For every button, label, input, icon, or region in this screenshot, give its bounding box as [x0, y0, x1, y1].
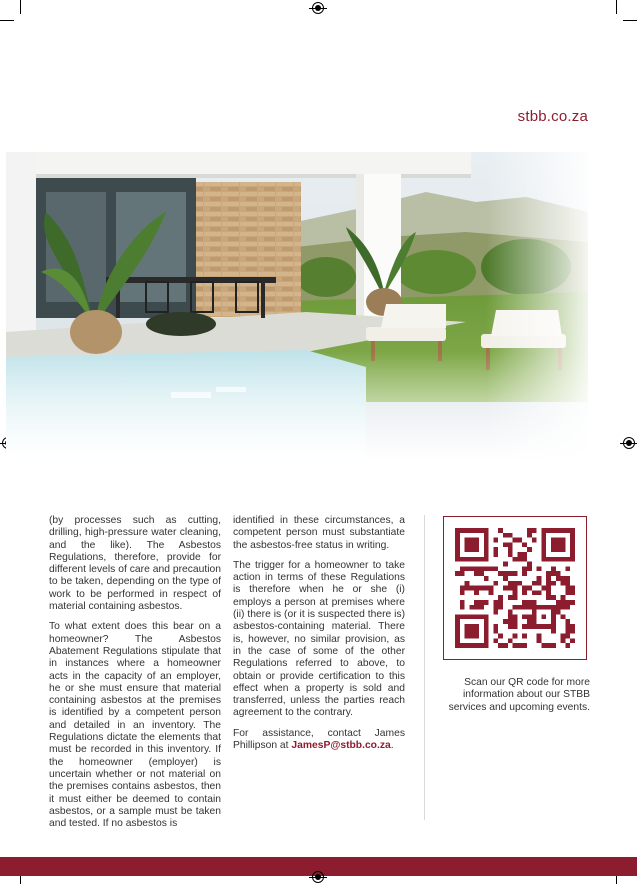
contact-paragraph	[233, 728, 405, 753]
qr-caption: Scan our QR code for more information about our STBB services and upcoming events.	[448, 677, 590, 713]
site-url-link[interactable]: stbb.co.za	[517, 108, 588, 125]
contact-suffix: .	[390, 740, 394, 752]
article-paragraph: The trigger for a homeowner to take action in terms of these Regulations is therefore when he or she (i) employs a person at premises where (ii) there is (or it is suspected there is) asbestos-containing material. There is, however, no similar provision, as in the case of some of the other Regulations referred to above, to obtain or provide certification to this effect when a property is sold and transferred, unless the parties reach agreement to the contrary.	[233, 559, 405, 719]
article-paragraph: identified in these circumstances, a competent person must substantiate the asbestos-free status in writing.	[233, 515, 405, 551]
article-paragraph: To what extent does this bear on a homeowner? The Asbestos Abatement Regulations stipulate that in instances where a homeowner acts in the capacity of an employer, he or she must ensure that material containing asbestos at the premises is identified by a competent person and detailed in an inventory. The Regulations dictate the elements that must be recorded in this inventory. If the homeowner (employer) is uncertain whether or not material on the premises contains asbestos, then it must either be deemed to contain asbestos, or a sample must be taken and tested. If no asbestos is	[49, 621, 221, 830]
registration-mark-icon	[623, 437, 635, 449]
contact-text: For assistance, contact James Phillipson at	[233, 727, 405, 752]
crop-mark	[616, 0, 617, 14]
crop-mark	[623, 20, 637, 21]
crop-mark	[20, 0, 21, 14]
article-paragraph: (by processes such as cutting, drilling, high-pressure water cleaning, and the like). The Asbestos Regulations, therefore, provide for different levels of care and precaution to be taken, depending on the type of work to be performed in respect of material containing asbestos.	[49, 515, 221, 613]
registration-mark-icon	[312, 871, 324, 883]
registration-mark-icon	[312, 2, 324, 14]
qr-code-icon[interactable]	[455, 528, 575, 648]
article-column-1	[49, 515, 221, 838]
crop-mark	[0, 20, 14, 21]
contact-email-link[interactable]: JamesP@stbb.co.za	[291, 740, 391, 752]
qr-code-frame	[443, 516, 587, 660]
column-divider	[424, 515, 425, 820]
article-column-2	[233, 515, 405, 760]
villa-patio-pool-photo	[6, 152, 588, 460]
